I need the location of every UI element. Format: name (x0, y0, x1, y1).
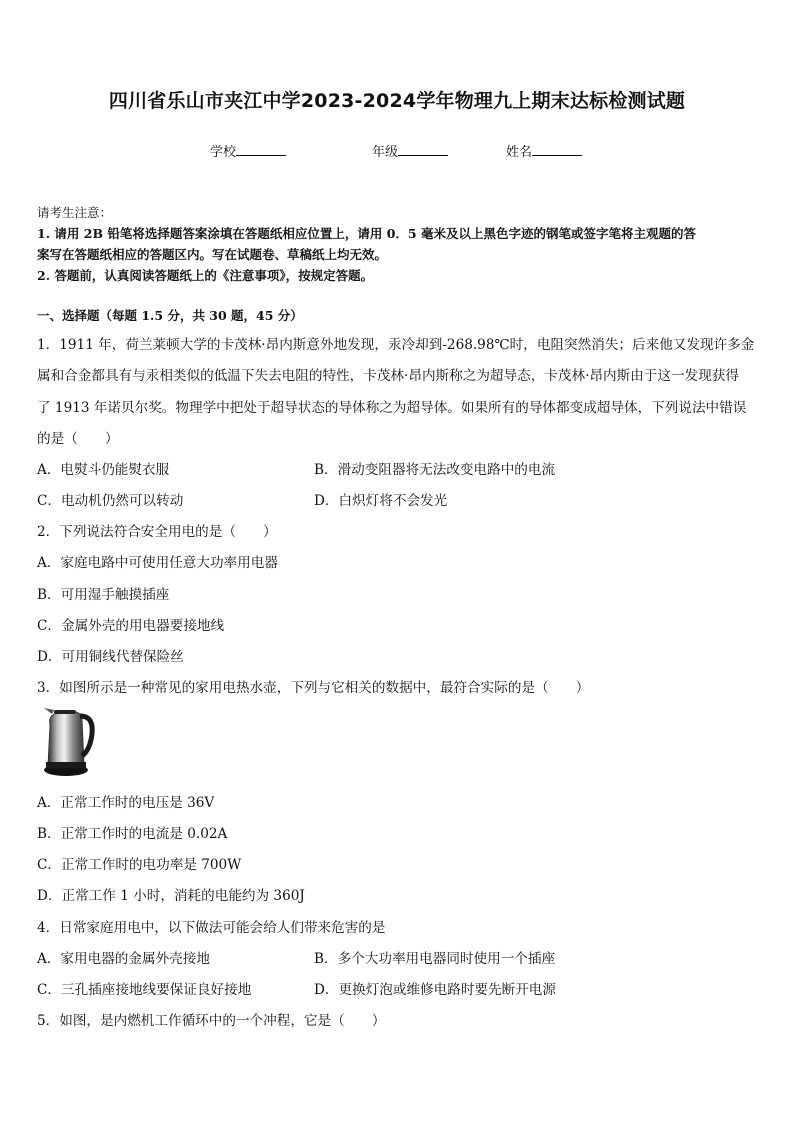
question-1-line-4: 的是（ ） (37, 431, 119, 447)
question-1-line-3: 了 1913 年诺贝尔奖。物理学中把处于超导状态的导体称之为超导体。如果所有的导体都变成超导体，下列说法中错误 (37, 400, 747, 416)
q2-option-a: A．家庭电路中可使用任意大功率用电器 (37, 555, 278, 571)
question-3-stem: 3．如图所示是一种常见的家用电热水壶，下列与它相关的数据中，最符合实际的是（ ） (37, 680, 590, 696)
name-blank (532, 143, 582, 156)
q4-option-d: D．更换灯泡或维修电路时要先断开电源 (314, 982, 556, 998)
section-heading: 一、选择题（每题 1.5 分，共 30 题，45 分） (37, 308, 303, 323)
question-4-stem: 4．日常家庭用电中，以下做法可能会给人们带来危害的是 (37, 920, 386, 936)
question-2-stem: 2．下列说法符合安全用电的是（ ） (37, 524, 277, 540)
name-label: 姓名 (506, 145, 533, 160)
notice-line-2: 2. 答题前，认真阅读答题纸上的《注意事项》，按规定答题。 (37, 268, 374, 283)
notice-line-1a: 1. 请用 2B 铅笔将选择题答案涂填在答题纸相应位置上，请用 0．5 毫米及以上黑色字迹的钢笔或签字笔将主观题的答 (37, 226, 696, 241)
q3-option-b: B．正常工作时的电流是 0.02A (37, 826, 228, 842)
question-1-line-2: 属和合金都具有与汞相类似的低温下失去电阻的特性，卡茂林·昂内斯称之为超导态，卡茂林·昂内斯由于这一发现获得 (37, 368, 739, 384)
q2-option-b: B．可用湿手触摸插座 (37, 587, 170, 603)
question-1-line-1: 1．1911 年，荷兰莱顿大学的卡茂林·昂内斯意外地发现，汞冷却到-268.98℃时，电阻突然消失；后来他又发现许多金 (37, 337, 755, 353)
page-title: 四川省乐山市夹江中学2023-2024学年物理九上期末达标检测试题 (108, 90, 686, 112)
school-label: 学校 (210, 145, 237, 160)
q1-option-c: C．电动机仍然可以转动 (37, 493, 184, 509)
q1-option-d: D．白炽灯将不会发光 (314, 493, 448, 509)
q2-option-c: C．金属外壳的用电器要接地线 (37, 618, 225, 634)
notice-heading: 请考生注意： (37, 205, 113, 220)
grade-field (372, 141, 448, 160)
q4-option-b: B．多个大功率用电器同时使用一个插座 (314, 951, 556, 967)
q1-option-a: A．电熨斗仍能熨衣服 (37, 462, 170, 478)
notice-line-1b: 案写在答题纸相应的答题区内。写在试题卷、草稿纸上均无效。 (37, 247, 388, 262)
electric-kettle-image (40, 704, 96, 780)
q3-option-d: D．正常工作 1 小时，消耗的电能约为 360J (37, 888, 305, 904)
q2-option-d: D．可用铜线代替保险丝 (37, 649, 184, 665)
school-field (210, 141, 286, 160)
school-blank (236, 143, 286, 156)
grade-blank (398, 143, 448, 156)
name-field (506, 141, 582, 160)
q4-option-c: C．三孔插座接地线要保证良好接地 (37, 982, 252, 998)
q3-option-c: C．正常工作时的电功率是 700W (37, 857, 242, 873)
q3-option-a: A．正常工作时的电压是 36V (37, 795, 215, 811)
q4-option-a: A．家用电器的金属外壳接地 (37, 951, 210, 967)
q1-option-b: B．滑动变阻器将无法改变电路中的电流 (314, 462, 556, 478)
grade-label: 年级 (372, 145, 399, 160)
question-5-stem: 5．如图，是内燃机工作循环中的一个冲程，它是（ ） (37, 1013, 386, 1029)
